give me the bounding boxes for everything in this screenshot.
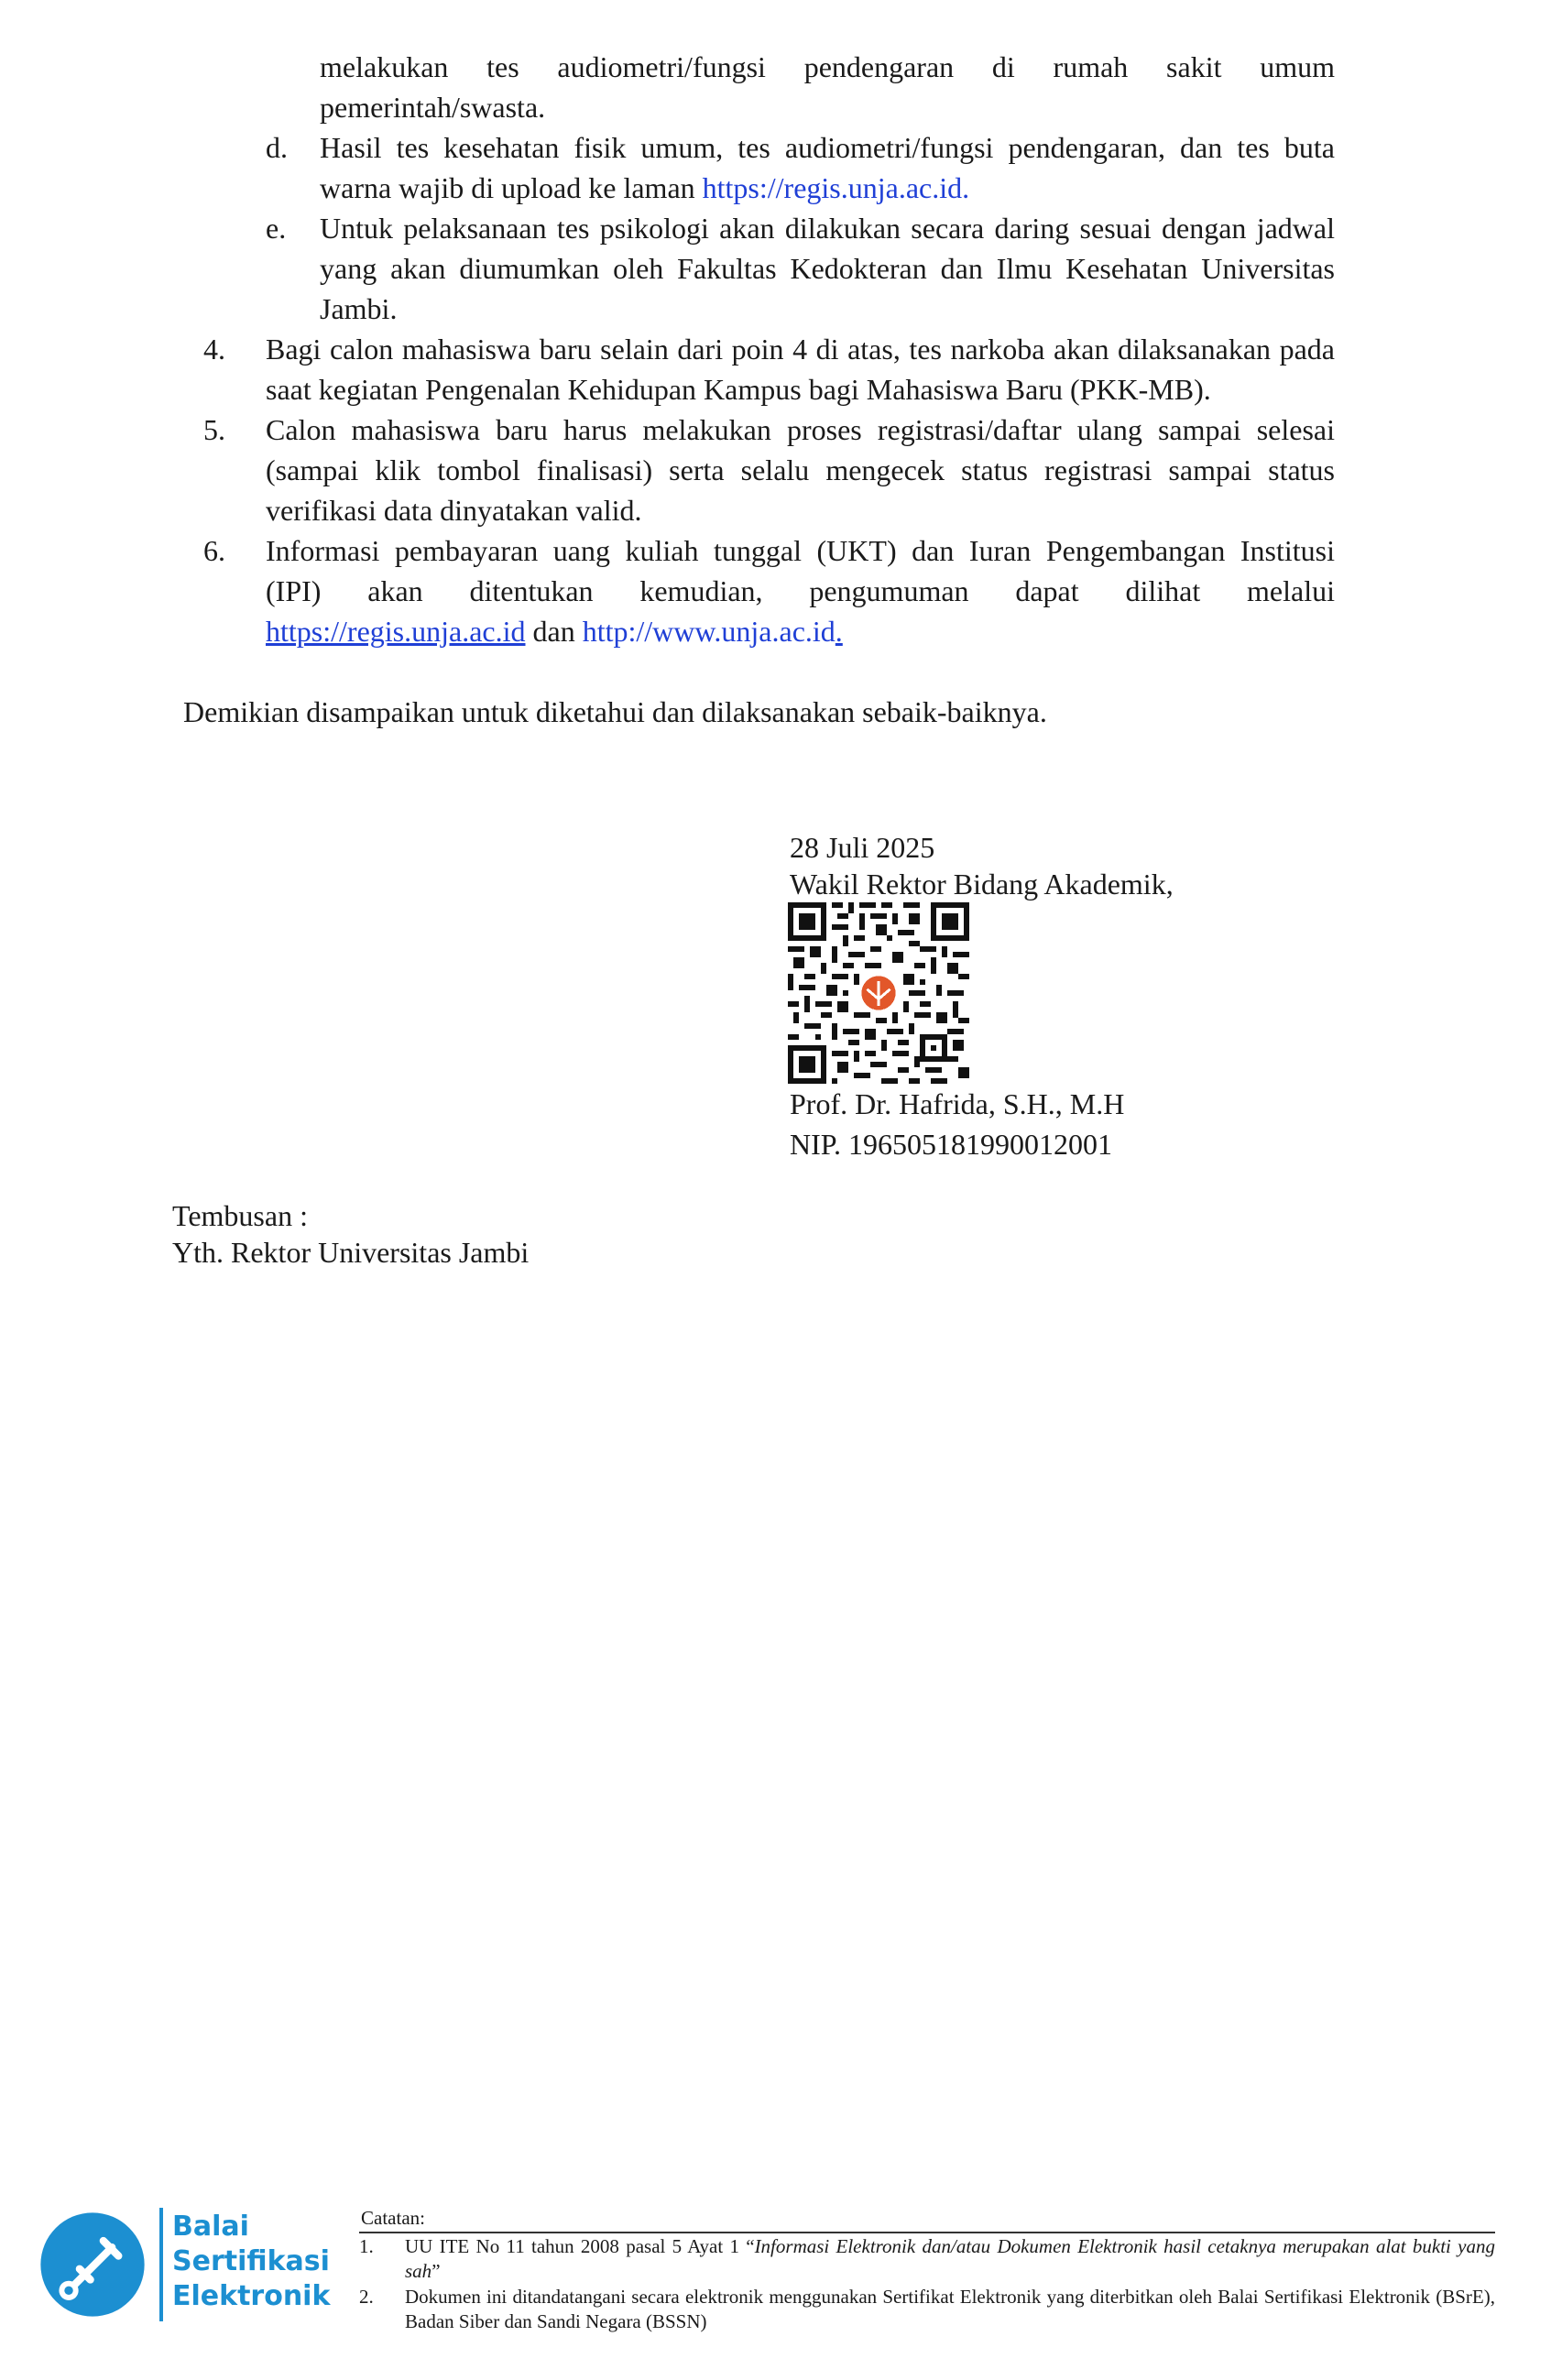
sub-item-text: Untuk pelaksanaan tes psikologi akan dilakukan secara daring sesuai dengan jadwal yang akan diumumkan oleh Fakultas Kedokteran dan Ilmu Kesehatan Universitas Jambi. [320,212,1335,325]
unja-link[interactable]: http://www.unja.ac.id [582,615,836,648]
list-item-text: Calon mahasiswa baru harus melakukan proses registrasi/daftar ulang sampai selesai (sampai klik tombol finalisasi) serta selalu mengecek status registrasi sampai status verifikasi data dinyatakan valid. [266,413,1335,527]
closing-statement: Demikian disampaikan untuk diketahui dan dilaksanakan sebaik-baiknya. [183,695,1047,728]
note-item: 2. Dokumen ini ditandatangani secara elektronik menggunakan Sertifikat Elektronik yang diterbitkan oleh Balai Sertifikasi Elektronik (BSrE), Badan Siber dan Sandi Negara (BSSN) [359,2286,1495,2332]
continuation-line-1: melakukan tes audiometri/fungsi pendengaran di rumah sakit umum [320,50,1335,83]
regis-link[interactable]: https://regis.unja.ac.id. [702,171,970,204]
regis-link[interactable]: https://regis.unja.ac.id [266,615,526,648]
signatory-name: Prof. Dr. Hafrida, S.H., M.H [790,1087,1125,1120]
list-item-5 [203,409,1335,530]
list-item-text [266,530,1335,651]
footer-notes [359,2206,1495,2334]
bsre-logo [38,2208,341,2322]
sub-item-marker: e. [266,212,287,245]
cc-label: Tembusan : [172,1199,308,1232]
qr-code-icon [788,902,969,1084]
continuation-line-2: pemerintah/swasta. [320,91,546,124]
sub-item-marker: d. [266,131,288,164]
sub-item-d [266,127,1335,208]
item-6-line-3: https://regis.unja.ac.id dan http://www.unja.ac.id. [266,615,843,648]
cc-recipient: Yth. Rektor Universitas Jambi [172,1236,530,1269]
signatory-nip: NIP. 196505181990012001 [790,1128,1113,1161]
list-item-marker: 6. [203,534,225,567]
notes-title: Catatan: [361,2207,425,2229]
item-6-line-1: Informasi pembayaran uang kuliah tunggal (UKT) dan Iuran Pengembangan Institusi [266,534,1335,567]
sub-item-e [266,208,1335,329]
list-item-4 [203,329,1335,409]
bsre-logo-text: Balai Sertifikasi Elektronik [172,2211,331,2312]
sub-item-text: Hasil tes kesehatan fisik umum, tes audiometri/fungsi pendengaran, dan tes buta warna wajib di upload ke laman https://regis.unja.ac.id. [320,131,1335,204]
list-item-text: Bagi calon mahasiswa baru selain dari poin 4 di atas, tes narkoba akan dilaksanakan pada saat kegiatan Pengenalan Kehidupan Kampus bagi Mahasiswa Baru (PKK-MB). [266,333,1335,406]
signature-position: Wakil Rektor Bidang Akademik, [790,868,1174,901]
logo-divider [159,2208,163,2321]
list-item-marker: 5. [203,413,225,446]
note-item: 1. UU ITE No 11 tahun 2008 pasal 5 Ayat 1 “Informasi Elektronik dan/atau Dokumen Elektronik hasil cetaknya merupakan alat bukti yang sah” [359,2235,1495,2282]
list-item-6 [203,530,1335,651]
signature-date: 28 Juli 2025 [790,831,935,864]
bsre-logo-icon [38,2211,147,2319]
notes-divider [359,2232,1495,2233]
item-6-line-2: (IPI) akan ditentukan kemudian, pengumuman dapat dilihat melalui [266,574,1335,607]
list-item-marker: 4. [203,333,225,366]
